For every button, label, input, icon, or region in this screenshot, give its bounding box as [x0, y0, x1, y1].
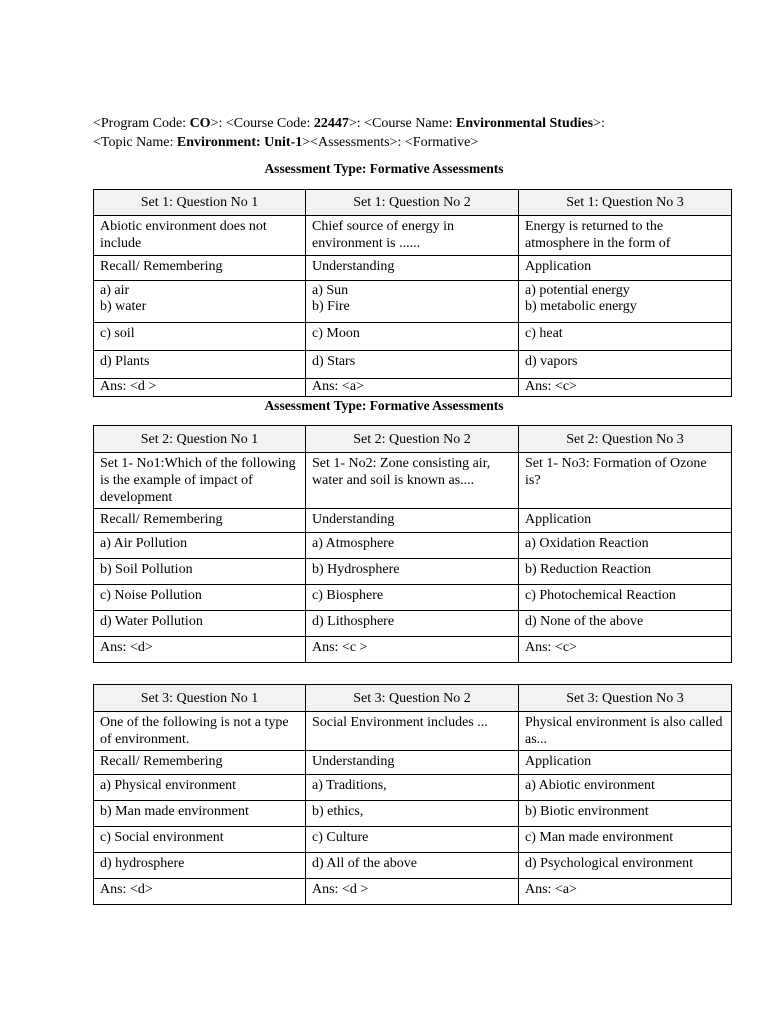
header-text: >: <Course Code:: [210, 116, 314, 131]
question-text: Social Environment includes ...: [306, 712, 519, 751]
question-text: Set 1- No1:Which of the following is the example of impact of development: [94, 453, 306, 509]
question-text: Set 1- No2: Zone consisting air, water and soil is known as....: [306, 453, 519, 509]
answer-option: b) Hydrosphere: [306, 559, 519, 585]
header-text: ><Assessments>: <Formative>: [302, 135, 479, 150]
header-line-2: [93, 133, 733, 152]
answer-option: c) Photochemical Reaction: [519, 585, 732, 611]
answer-option: a) Traditions,: [306, 775, 519, 801]
program-code: CO: [189, 116, 211, 131]
answer-options: a) air b) water: [94, 281, 306, 323]
answer-key: Ans: <d >: [306, 879, 519, 905]
answer-option: b) Reduction Reaction: [519, 559, 732, 585]
question-header: Set 2: Question No 3: [519, 426, 732, 453]
question-header: Set 1: Question No 3: [519, 190, 732, 216]
answer-option: d) Lithosphere: [306, 611, 519, 637]
answer-option: c) Moon: [306, 323, 519, 351]
question-header: Set 1: Question No 1: [94, 190, 306, 216]
header-line-1: [93, 114, 733, 133]
course-header: [93, 114, 733, 152]
question-header: Set 3: Question No 2: [306, 685, 519, 712]
answer-option: d) All of the above: [306, 853, 519, 879]
answer-option: c) Biosphere: [306, 585, 519, 611]
question-header: Set 3: Question No 3: [519, 685, 732, 712]
answer-option: a) Air Pollution: [94, 533, 306, 559]
answer-option: b) Soil Pollution: [94, 559, 306, 585]
answer-option: c) Social environment: [94, 827, 306, 853]
question-header: Set 3: Question No 1: [94, 685, 306, 712]
question-text: Physical environment is also called as...: [519, 712, 732, 751]
question-text: One of the following is not a type of environment.: [94, 712, 306, 751]
answer-option: d) hydrosphere: [94, 853, 306, 879]
question-header: Set 1: Question No 2: [306, 190, 519, 216]
answer-option: b) Man made environment: [94, 801, 306, 827]
question-table-set-1: [93, 189, 732, 397]
answer-option: d) vapors: [519, 351, 732, 379]
question-text: Abiotic environment does not include: [94, 216, 306, 256]
answer-key: Ans: <c>: [519, 637, 732, 663]
cognitive-level: Application: [519, 256, 732, 281]
header-text: >: <Course Name:: [348, 116, 457, 131]
cognitive-level: Application: [519, 751, 732, 775]
answer-key: Ans: <c >: [306, 637, 519, 663]
answer-option: d) Plants: [94, 351, 306, 379]
question-table-set-3: [93, 684, 732, 905]
answer-options: a) potential energy b) metabolic energy: [519, 281, 732, 323]
topic-name: Environment: Unit-1: [176, 135, 303, 150]
cognitive-level: Recall/ Remembering: [94, 256, 306, 281]
header-text: <Topic Name:: [93, 135, 177, 150]
question-text: Chief source of energy in environment is ......: [306, 216, 519, 256]
answer-option: c) Culture: [306, 827, 519, 853]
course-name: Environmental Studies: [456, 116, 594, 131]
question-header: Set 2: Question No 1: [94, 426, 306, 453]
answer-option: d) None of the above: [519, 611, 732, 637]
answer-option: a) Atmosphere: [306, 533, 519, 559]
question-text: Set 1- No3: Formation of Ozone is?: [519, 453, 732, 509]
question-table-set-2: [93, 425, 732, 663]
answer-key: Ans: <d>: [94, 879, 306, 905]
answer-key: Ans: <c>: [519, 379, 732, 397]
assessment-type-title: Assessment Type: Formative Assessments: [264, 161, 504, 176]
question-text: Energy is returned to the atmosphere in the form of: [519, 216, 732, 256]
cognitive-level: Application: [519, 509, 732, 533]
answer-key: Ans: <a>: [306, 379, 519, 397]
answer-option: a) Oxidation Reaction: [519, 533, 732, 559]
answer-option: c) soil: [94, 323, 306, 351]
answer-option: c) Man made environment: [519, 827, 732, 853]
answer-key: Ans: <a>: [519, 879, 732, 905]
answer-option: b) Biotic environment: [519, 801, 732, 827]
course-code: 22447: [313, 116, 349, 131]
question-header: Set 2: Question No 2: [306, 426, 519, 453]
answer-option: d) Water Pollution: [94, 611, 306, 637]
answer-key: Ans: <d >: [94, 379, 306, 397]
answer-key: Ans: <d>: [94, 637, 306, 663]
cognitive-level: Understanding: [306, 509, 519, 533]
answer-options: a) Sun b) Fire: [306, 281, 519, 323]
answer-option: b) ethics,: [306, 801, 519, 827]
header-text: <Program Code:: [93, 116, 190, 131]
answer-option: c) heat: [519, 323, 732, 351]
assessment-type-title: Assessment Type: Formative Assessments: [264, 398, 504, 413]
cognitive-level: Recall/ Remembering: [94, 751, 306, 775]
header-text: >:: [593, 116, 605, 131]
answer-option: d) Stars: [306, 351, 519, 379]
cognitive-level: Understanding: [306, 751, 519, 775]
answer-option: a) Physical environment: [94, 775, 306, 801]
cognitive-level: Recall/ Remembering: [94, 509, 306, 533]
cognitive-level: Understanding: [306, 256, 519, 281]
answer-option: d) Psychological environment: [519, 853, 732, 879]
answer-option: a) Abiotic environment: [519, 775, 732, 801]
answer-option: c) Noise Pollution: [94, 585, 306, 611]
